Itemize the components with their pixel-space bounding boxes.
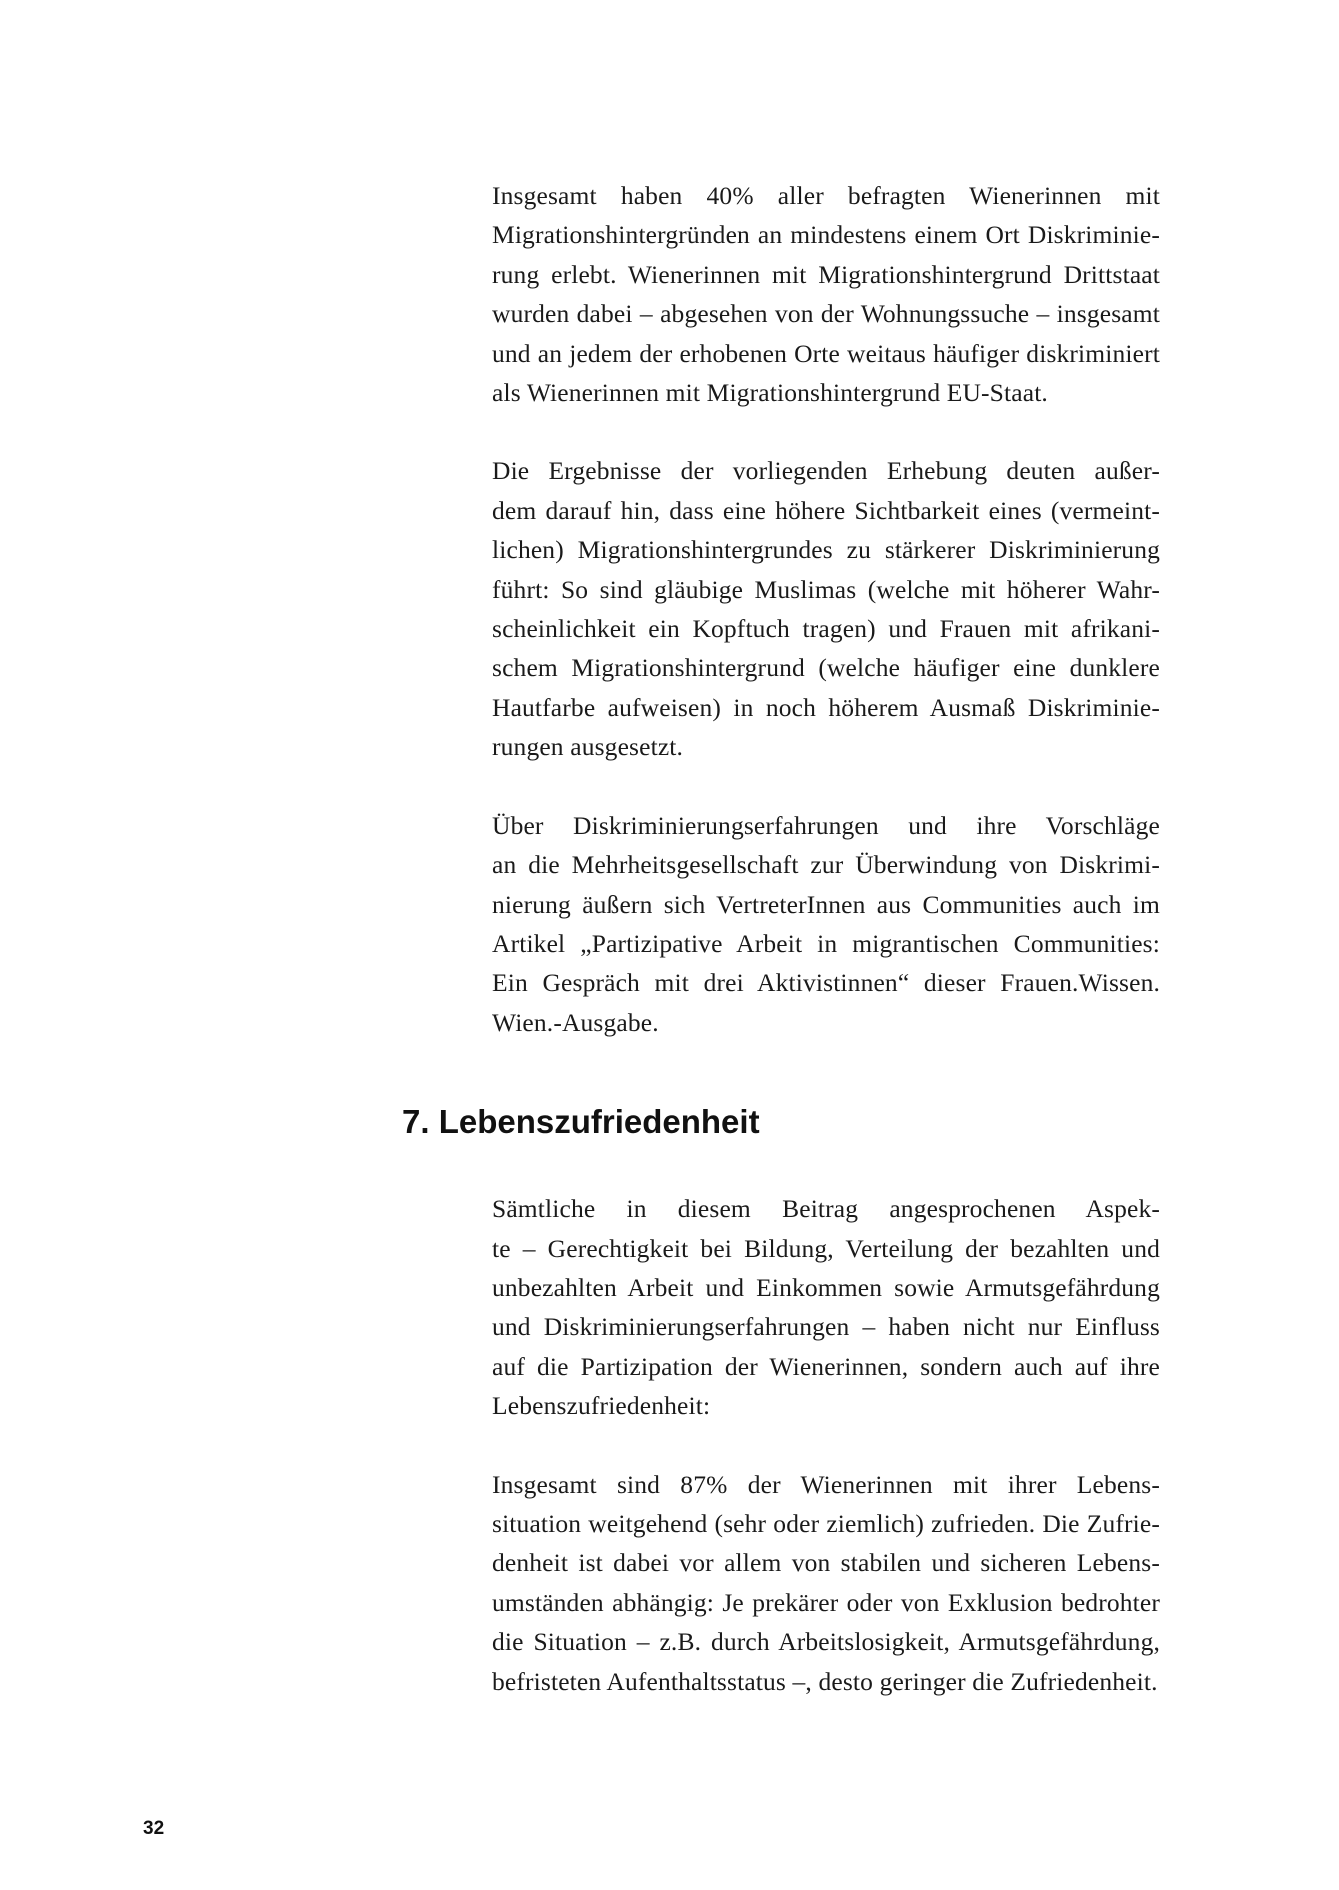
text-line: auf die Partizipation der Wienerinnen, sondern auch auf ihre <box>492 1351 1160 1381</box>
text-line: und Diskriminierungserfahrungen – haben nicht nur Einfluss <box>492 1312 1160 1342</box>
text-line: Hautfarbe aufweisen) in noch höherem Ausmaß Diskriminie- <box>492 692 1160 722</box>
paragraph <box>402 176 1160 412</box>
text-line: te – Gerechtigkeit bei Bildung, Verteilung der bezahlten und <box>492 1233 1160 1263</box>
text-line: schem Migrationshintergrund (welche häufiger eine dunklere <box>492 653 1160 683</box>
text-line: Migrationshintergründen an mindestens einem Ort Diskriminie- <box>492 220 1160 250</box>
text-line: Wien.-Ausgabe. <box>492 1007 659 1037</box>
paragraph <box>402 1465 1160 1701</box>
paragraph <box>402 1189 1160 1425</box>
text-line: lichen) Migrationshintergrundes zu stärkerer Diskriminierung <box>492 535 1160 565</box>
text-line: Artikel „Partizipative Arbeit in migrantischen Communities: <box>492 928 1160 958</box>
text-line: Die Ergebnisse der vorliegenden Erhebung deuten außer- <box>492 456 1160 486</box>
text-line: Sämtliche in diesem Beitrag angesprochenen Aspek- <box>492 1194 1160 1224</box>
text-line: führt: So sind gläubige Muslimas (welche mit höherer Wahr- <box>492 574 1160 604</box>
text-line: die Situation – z.B. durch Arbeitslosigkeit, Armutsgefährdung, <box>492 1627 1160 1657</box>
section-heading: 7. Lebenszufriedenheit <box>402 1103 760 1141</box>
text-line: befristeten Aufenthaltsstatus –, desto geringer die Zufriedenheit. <box>492 1666 1158 1696</box>
text-line: an die Mehrheitsgesellschaft zur Überwindung von Diskrimi- <box>492 850 1160 880</box>
body-text-after-heading <box>402 1189 1160 1701</box>
text-line: als Wienerinnen mit Migrationshintergrund EU-Staat. <box>492 378 1048 408</box>
paragraph <box>402 806 1160 1042</box>
paragraph <box>402 451 1160 766</box>
text-line: situation weitgehend (sehr oder ziemlich) zufrieden. Die Zufrie- <box>492 1508 1160 1538</box>
text-line: Insgesamt sind 87% der Wienerinnen mit ihrer Lebens- <box>492 1469 1160 1499</box>
text-line: dem darauf hin, dass eine höhere Sichtbarkeit eines (vermeint- <box>492 495 1160 525</box>
page-number: 32 <box>143 1818 165 1839</box>
text-line: Ein Gespräch mit drei Aktivistinnen“ dieser Frauen.Wissen. <box>492 968 1160 998</box>
text-line: umständen abhängig: Je prekärer oder von Exklusion bedrohter <box>492 1587 1160 1617</box>
text-line: unbezahlten Arbeit und Einkommen sowie Armutsgefährdung <box>492 1272 1160 1302</box>
text-line: Insgesamt haben 40% aller befragten Wienerinnen mit <box>492 181 1160 210</box>
text-line: rung erlebt. Wienerinnen mit Migrationshintergrund Drittstaat <box>492 259 1160 289</box>
text-line: denheit ist dabei vor allem von stabilen und sicheren Lebens- <box>492 1548 1160 1578</box>
text-line: scheinlichkeit ein Kopftuch tragen) und Frauen mit afrikani- <box>492 614 1160 644</box>
text-line: wurden dabei – abgesehen von der Wohnungssuche – insgesamt <box>492 299 1160 329</box>
text-line: rungen ausgesetzt. <box>492 732 684 762</box>
body-text-before-heading <box>402 176 1160 1042</box>
text-line: Über Diskriminierungserfahrungen und ihre Vorschläge <box>492 810 1160 840</box>
text-line: nierung äußern sich VertreterInnen aus Communities auch im <box>492 889 1160 919</box>
text-line: Lebenszufriedenheit: <box>492 1391 711 1421</box>
text-column <box>402 176 1160 1701</box>
text-line: und an jedem der erhobenen Orte weitaus häufiger diskriminiert <box>492 338 1160 368</box>
